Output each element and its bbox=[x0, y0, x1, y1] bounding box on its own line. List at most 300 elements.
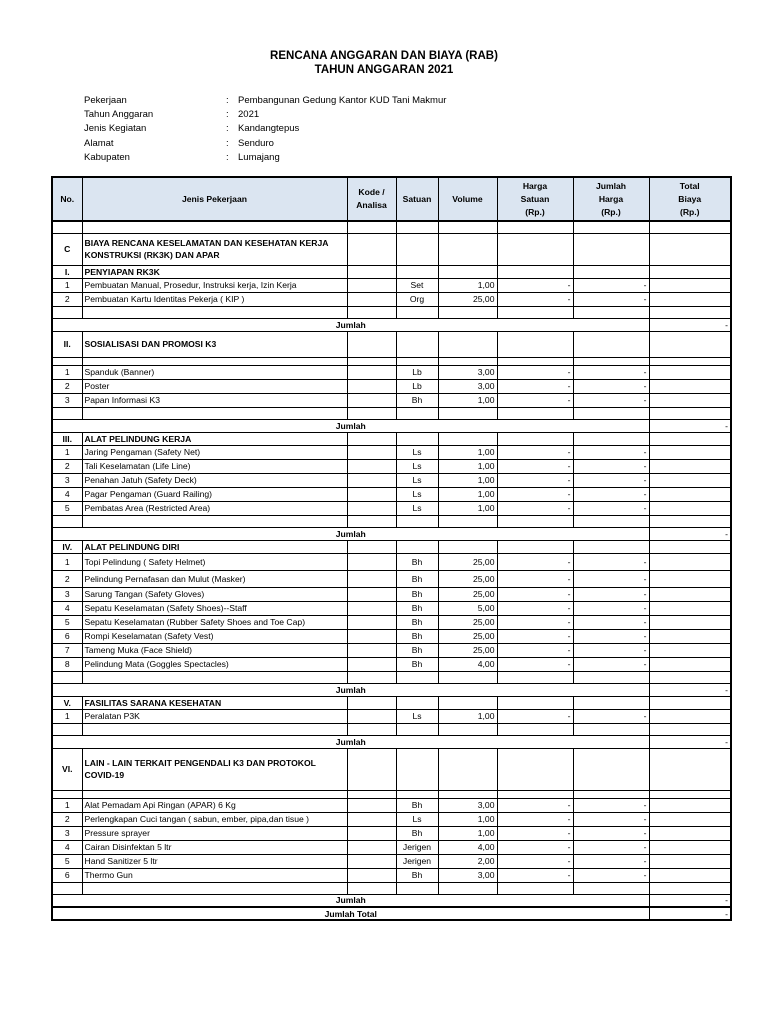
item-jumlah-harga: - bbox=[573, 868, 649, 882]
item-no: 1 bbox=[52, 553, 82, 570]
item-satuan: Bh bbox=[396, 601, 438, 615]
item-volume: 1,00 bbox=[438, 826, 497, 840]
cell-satuan bbox=[396, 432, 438, 445]
item-harga-satuan: - bbox=[497, 601, 573, 615]
jumlah-label: Jumlah bbox=[52, 894, 649, 907]
item-jumlah-harga: - bbox=[573, 657, 649, 671]
cell-harga bbox=[497, 233, 573, 265]
empty-row bbox=[52, 357, 731, 365]
info-row bbox=[84, 94, 446, 108]
total-value: - bbox=[649, 527, 731, 540]
item-name: Pelindung Mata (Goggles Spectacles) bbox=[82, 657, 347, 671]
item-kode bbox=[347, 278, 396, 292]
section-row bbox=[52, 540, 731, 553]
item-no: 2 bbox=[52, 379, 82, 393]
item-jumlah-harga: - bbox=[573, 278, 649, 292]
item-kode bbox=[347, 812, 396, 826]
item-kode bbox=[347, 798, 396, 812]
item-satuan: Bh bbox=[396, 798, 438, 812]
empty-row bbox=[52, 306, 731, 318]
cell-total bbox=[649, 671, 731, 683]
item-volume: 3,00 bbox=[438, 379, 497, 393]
cell-harga bbox=[497, 432, 573, 445]
info-label: Kabupaten bbox=[84, 151, 130, 163]
item-jumlah-harga: - bbox=[573, 553, 649, 570]
item-harga-satuan: - bbox=[497, 615, 573, 629]
cell-kode bbox=[347, 723, 396, 735]
cell-satuan bbox=[396, 407, 438, 419]
item-name: Sarung Tangan (Safety Gloves) bbox=[82, 587, 347, 601]
item-name: Jaring Pengaman (Safety Net) bbox=[82, 445, 347, 459]
item-volume: 25,00 bbox=[438, 629, 497, 643]
cell-satuan bbox=[396, 221, 438, 233]
item-kode bbox=[347, 826, 396, 840]
item-no: 2 bbox=[52, 812, 82, 826]
cell-total bbox=[649, 233, 731, 265]
header-volume: Volume bbox=[438, 177, 497, 221]
cell-harga bbox=[497, 671, 573, 683]
cell-jumlah bbox=[573, 331, 649, 357]
item-name: Spanduk (Banner) bbox=[82, 365, 347, 379]
item-name: Penahan Jatuh (Safety Deck) bbox=[82, 473, 347, 487]
rab-table bbox=[51, 176, 732, 921]
empty-row bbox=[52, 723, 731, 735]
cell-volume bbox=[438, 671, 497, 683]
item-volume: 3,00 bbox=[438, 868, 497, 882]
jumlah-row bbox=[52, 318, 731, 331]
item-satuan: Ls bbox=[396, 445, 438, 459]
section-title: ALAT PELINDUNG KERJA bbox=[82, 432, 347, 445]
section-title: FASILITAS SARANA KESEHATAN bbox=[82, 696, 347, 709]
item-jumlah-harga: - bbox=[573, 379, 649, 393]
item-name: Perlengkapan Cuci tangan ( sabun, ember, pipa,dan tisue ) bbox=[82, 812, 347, 826]
item-satuan: Ls bbox=[396, 459, 438, 473]
header-kode-analisa: Kode / Analisa bbox=[347, 177, 396, 221]
section-title: LAIN - LAIN TERKAIT PENGENDALI K3 DAN PROTOKOL COVID-19 bbox=[82, 748, 347, 790]
cell-kode bbox=[347, 540, 396, 553]
item-row bbox=[52, 278, 731, 292]
cell-harga bbox=[497, 331, 573, 357]
item-no: 6 bbox=[52, 629, 82, 643]
item-no: 5 bbox=[52, 501, 82, 515]
cell-harga bbox=[497, 696, 573, 709]
item-row bbox=[52, 854, 731, 868]
cell-no bbox=[52, 882, 82, 894]
cell-volume bbox=[438, 748, 497, 790]
item-satuan: Bh bbox=[396, 553, 438, 570]
item-name: Papan Informasi K3 bbox=[82, 393, 347, 407]
header-harga-satuan: Harga Satuan (Rp.) bbox=[497, 177, 573, 221]
cell-jumlah bbox=[573, 671, 649, 683]
item-total-biaya bbox=[649, 587, 731, 601]
item-satuan: Ls bbox=[396, 487, 438, 501]
item-total-biaya bbox=[649, 840, 731, 854]
item-satuan: Bh bbox=[396, 868, 438, 882]
item-no: 6 bbox=[52, 868, 82, 882]
item-row bbox=[52, 629, 731, 643]
cell-satuan bbox=[396, 748, 438, 790]
item-harga-satuan: - bbox=[497, 553, 573, 570]
empty-row bbox=[52, 407, 731, 419]
item-kode bbox=[347, 587, 396, 601]
cell-total bbox=[649, 723, 731, 735]
item-no: 2 bbox=[52, 292, 82, 306]
cell-jumlah bbox=[573, 221, 649, 233]
cell-volume bbox=[438, 331, 497, 357]
item-total-biaya bbox=[649, 393, 731, 407]
cell-kode bbox=[347, 221, 396, 233]
item-harga-satuan: - bbox=[497, 278, 573, 292]
item-kode bbox=[347, 553, 396, 570]
total-value: - bbox=[649, 318, 731, 331]
cell-harga bbox=[497, 265, 573, 278]
item-name: Sepatu Keselamatan (Safety Shoes)--Staff bbox=[82, 601, 347, 615]
total-value: - bbox=[649, 735, 731, 748]
cell-total bbox=[649, 882, 731, 894]
empty-row bbox=[52, 790, 731, 798]
item-harga-satuan: - bbox=[497, 709, 573, 723]
cell-volume bbox=[438, 306, 497, 318]
item-jumlah-harga: - bbox=[573, 854, 649, 868]
cell-satuan bbox=[396, 540, 438, 553]
cell-total bbox=[649, 515, 731, 527]
item-kode bbox=[347, 709, 396, 723]
cell-total bbox=[649, 306, 731, 318]
item-kode bbox=[347, 615, 396, 629]
item-kode bbox=[347, 379, 396, 393]
item-kode bbox=[347, 365, 396, 379]
total-value: - bbox=[649, 419, 731, 432]
cell-total bbox=[649, 432, 731, 445]
item-row bbox=[52, 840, 731, 854]
item-jumlah-harga: - bbox=[573, 643, 649, 657]
item-name: Pembuatan Manual, Prosedur, Instruksi kerja, Izin Kerja bbox=[82, 278, 347, 292]
item-name: Rompi Keselamatan (Safety Vest) bbox=[82, 629, 347, 643]
cell-harga bbox=[497, 790, 573, 798]
section-title: SOSIALISASI DAN PROMOSI K3 bbox=[82, 331, 347, 357]
section-row bbox=[52, 696, 731, 709]
item-volume: 1,00 bbox=[438, 487, 497, 501]
item-no: 1 bbox=[52, 798, 82, 812]
item-volume: 4,00 bbox=[438, 840, 497, 854]
info-row bbox=[84, 137, 446, 151]
item-jumlah-harga: - bbox=[573, 365, 649, 379]
cell-harga bbox=[497, 306, 573, 318]
item-row bbox=[52, 709, 731, 723]
info-row bbox=[84, 108, 446, 122]
item-row bbox=[52, 812, 731, 826]
item-no: 2 bbox=[52, 570, 82, 587]
item-satuan: Jerigen bbox=[396, 854, 438, 868]
cell-no bbox=[52, 671, 82, 683]
item-kode bbox=[347, 854, 396, 868]
item-jumlah-harga: - bbox=[573, 826, 649, 840]
item-name: Pagar Pengaman (Guard Railing) bbox=[82, 487, 347, 501]
item-total-biaya bbox=[649, 553, 731, 570]
item-kode bbox=[347, 501, 396, 515]
info-label: Jenis Kegiatan bbox=[84, 123, 147, 135]
item-kode bbox=[347, 570, 396, 587]
cell-jumlah bbox=[573, 696, 649, 709]
item-jumlah-harga: - bbox=[573, 629, 649, 643]
item-name: Tameng Muka (Face Shield) bbox=[82, 643, 347, 657]
section-row bbox=[52, 331, 731, 357]
jumlah-row bbox=[52, 894, 731, 907]
item-row bbox=[52, 365, 731, 379]
item-no: 4 bbox=[52, 601, 82, 615]
cell-jenis bbox=[82, 790, 347, 798]
cell-jenis bbox=[82, 306, 347, 318]
cell-volume bbox=[438, 221, 497, 233]
cell-total bbox=[649, 331, 731, 357]
item-total-biaya bbox=[649, 365, 731, 379]
cell-total bbox=[649, 696, 731, 709]
cell-jumlah bbox=[573, 882, 649, 894]
cell-volume bbox=[438, 723, 497, 735]
section-row bbox=[52, 748, 731, 790]
item-harga-satuan: - bbox=[497, 826, 573, 840]
item-no: 3 bbox=[52, 393, 82, 407]
item-total-biaya bbox=[649, 487, 731, 501]
item-kode bbox=[347, 657, 396, 671]
document-subtitle: TAHUN ANGGARAN 2021 bbox=[314, 64, 454, 76]
item-row bbox=[52, 868, 731, 882]
info-label: Tahun Anggaran bbox=[84, 109, 154, 121]
item-volume: 2,00 bbox=[438, 854, 497, 868]
item-no: 3 bbox=[52, 826, 82, 840]
empty-row bbox=[52, 221, 731, 233]
item-kode bbox=[347, 487, 396, 501]
cell-jumlah bbox=[573, 407, 649, 419]
item-jumlah-harga: - bbox=[573, 601, 649, 615]
item-volume: 1,00 bbox=[438, 278, 497, 292]
cell-harga bbox=[497, 723, 573, 735]
cell-jumlah bbox=[573, 306, 649, 318]
item-satuan: Bh bbox=[396, 587, 438, 601]
cell-no bbox=[52, 515, 82, 527]
cell-satuan bbox=[396, 233, 438, 265]
item-total-biaya bbox=[649, 826, 731, 840]
item-harga-satuan: - bbox=[497, 292, 573, 306]
section-title: PENYIAPAN RK3K bbox=[82, 265, 347, 278]
item-satuan: Set bbox=[396, 278, 438, 292]
cell-no bbox=[52, 723, 82, 735]
item-volume: 25,00 bbox=[438, 615, 497, 629]
item-total-biaya bbox=[649, 812, 731, 826]
item-jumlah-harga: - bbox=[573, 473, 649, 487]
cell-satuan bbox=[396, 790, 438, 798]
section-no: VI. bbox=[52, 748, 82, 790]
cell-harga bbox=[497, 515, 573, 527]
item-total-biaya bbox=[649, 868, 731, 882]
item-jumlah-harga: - bbox=[573, 709, 649, 723]
item-no: 2 bbox=[52, 459, 82, 473]
cell-kode bbox=[347, 696, 396, 709]
empty-row bbox=[52, 882, 731, 894]
cell-kode bbox=[347, 790, 396, 798]
cell-volume bbox=[438, 357, 497, 365]
item-no: 3 bbox=[52, 587, 82, 601]
item-jumlah-harga: - bbox=[573, 501, 649, 515]
item-name: Topi Pelindung ( Safety Helmet) bbox=[82, 553, 347, 570]
jumlah-row bbox=[52, 527, 731, 540]
cell-volume bbox=[438, 790, 497, 798]
section-no: III. bbox=[52, 432, 82, 445]
item-total-biaya bbox=[649, 473, 731, 487]
header-jenis-pekerjaan: Jenis Pekerjaan bbox=[82, 177, 347, 221]
cell-kode bbox=[347, 306, 396, 318]
item-satuan: Lb bbox=[396, 365, 438, 379]
item-total-biaya bbox=[649, 615, 731, 629]
info-value: Kandangtepus bbox=[238, 123, 300, 135]
item-harga-satuan: - bbox=[497, 473, 573, 487]
item-harga-satuan: - bbox=[497, 445, 573, 459]
item-volume: 1,00 bbox=[438, 393, 497, 407]
jumlah-label: Jumlah bbox=[52, 683, 649, 696]
empty-row bbox=[52, 515, 731, 527]
item-satuan: Ls bbox=[396, 501, 438, 515]
cell-jenis bbox=[82, 723, 347, 735]
item-name: Cairan Disinfektan 5 ltr bbox=[82, 840, 347, 854]
item-no: 4 bbox=[52, 487, 82, 501]
item-harga-satuan: - bbox=[497, 854, 573, 868]
item-name: Poster bbox=[82, 379, 347, 393]
item-row bbox=[52, 379, 731, 393]
item-satuan: Bh bbox=[396, 393, 438, 407]
item-name: Pressure sprayer bbox=[82, 826, 347, 840]
item-no: 3 bbox=[52, 473, 82, 487]
info-value: Senduro bbox=[238, 137, 274, 149]
item-name: Pelindung Pernafasan dan Mulut (Masker) bbox=[82, 570, 347, 587]
item-kode bbox=[347, 840, 396, 854]
item-harga-satuan: - bbox=[497, 868, 573, 882]
item-total-biaya bbox=[649, 292, 731, 306]
cell-total bbox=[649, 221, 731, 233]
item-satuan: Ls bbox=[396, 812, 438, 826]
section-row bbox=[52, 233, 731, 265]
cell-jumlah bbox=[573, 790, 649, 798]
item-kode bbox=[347, 459, 396, 473]
item-name: Sepatu Keselamatan (Rubber Safety Shoes and Toe Cap) bbox=[82, 615, 347, 629]
total-value: - bbox=[649, 907, 731, 920]
item-volume: 25,00 bbox=[438, 570, 497, 587]
item-harga-satuan: - bbox=[497, 487, 573, 501]
cell-jumlah bbox=[573, 540, 649, 553]
info-label: Alamat bbox=[84, 137, 114, 149]
item-volume: 1,00 bbox=[438, 709, 497, 723]
item-row bbox=[52, 798, 731, 812]
item-kode bbox=[347, 473, 396, 487]
cell-jumlah bbox=[573, 748, 649, 790]
item-no: 5 bbox=[52, 854, 82, 868]
item-volume: 1,00 bbox=[438, 473, 497, 487]
item-no: 1 bbox=[52, 709, 82, 723]
item-volume: 1,00 bbox=[438, 459, 497, 473]
cell-harga bbox=[497, 407, 573, 419]
section-no: IV. bbox=[52, 540, 82, 553]
item-total-biaya bbox=[649, 501, 731, 515]
item-kode bbox=[347, 868, 396, 882]
info-value: 2021 bbox=[238, 109, 260, 121]
cell-satuan bbox=[396, 882, 438, 894]
item-jumlah-harga: - bbox=[573, 459, 649, 473]
item-satuan: Bh bbox=[396, 643, 438, 657]
item-total-biaya bbox=[649, 459, 731, 473]
item-jumlah-harga: - bbox=[573, 487, 649, 501]
cell-satuan bbox=[396, 696, 438, 709]
jumlah-label: Jumlah bbox=[52, 318, 649, 331]
cell-jenis bbox=[82, 357, 347, 365]
item-harga-satuan: - bbox=[497, 501, 573, 515]
cell-volume bbox=[438, 882, 497, 894]
item-jumlah-harga: - bbox=[573, 615, 649, 629]
jumlah-label: Jumlah bbox=[52, 419, 649, 432]
cell-jenis bbox=[82, 407, 347, 419]
cell-jumlah bbox=[573, 265, 649, 278]
header-jumlah-harga: Jumlah Harga (Rp.) bbox=[573, 177, 649, 221]
item-row bbox=[52, 292, 731, 306]
item-no: 7 bbox=[52, 643, 82, 657]
item-satuan: Ls bbox=[396, 709, 438, 723]
cell-total bbox=[649, 265, 731, 278]
info-row bbox=[84, 122, 446, 136]
cell-total bbox=[649, 748, 731, 790]
info-colon: : bbox=[226, 109, 229, 121]
item-satuan: Bh bbox=[396, 657, 438, 671]
jumlah-row bbox=[52, 419, 731, 432]
cell-volume bbox=[438, 233, 497, 265]
total-value: - bbox=[649, 894, 731, 907]
jumlah-row bbox=[52, 907, 731, 920]
cell-jumlah bbox=[573, 357, 649, 365]
total-value: - bbox=[649, 683, 731, 696]
item-satuan: Lb bbox=[396, 379, 438, 393]
item-row bbox=[52, 601, 731, 615]
item-no: 1 bbox=[52, 278, 82, 292]
item-harga-satuan: - bbox=[497, 629, 573, 643]
cell-harga bbox=[497, 357, 573, 365]
item-jumlah-harga: - bbox=[573, 292, 649, 306]
item-harga-satuan: - bbox=[497, 570, 573, 587]
item-satuan: Org bbox=[396, 292, 438, 306]
item-satuan: Bh bbox=[396, 826, 438, 840]
cell-harga bbox=[497, 540, 573, 553]
section-no: I. bbox=[52, 265, 82, 278]
item-row bbox=[52, 459, 731, 473]
item-volume: 1,00 bbox=[438, 812, 497, 826]
item-row bbox=[52, 445, 731, 459]
item-jumlah-harga: - bbox=[573, 812, 649, 826]
item-name: Peralatan P3K bbox=[82, 709, 347, 723]
item-row bbox=[52, 501, 731, 515]
item-harga-satuan: - bbox=[497, 393, 573, 407]
header-no: No. bbox=[52, 177, 82, 221]
item-name: Thermo Gun bbox=[82, 868, 347, 882]
item-jumlah-harga: - bbox=[573, 393, 649, 407]
item-row bbox=[52, 643, 731, 657]
section-title: ALAT PELINDUNG DIRI bbox=[82, 540, 347, 553]
item-volume: 3,00 bbox=[438, 365, 497, 379]
cell-total bbox=[649, 790, 731, 798]
cell-satuan bbox=[396, 306, 438, 318]
item-total-biaya bbox=[649, 798, 731, 812]
item-total-biaya bbox=[649, 601, 731, 615]
item-volume: 1,00 bbox=[438, 501, 497, 515]
info-row bbox=[84, 151, 446, 165]
item-volume: 25,00 bbox=[438, 553, 497, 570]
item-total-biaya bbox=[649, 445, 731, 459]
item-total-biaya bbox=[649, 854, 731, 868]
